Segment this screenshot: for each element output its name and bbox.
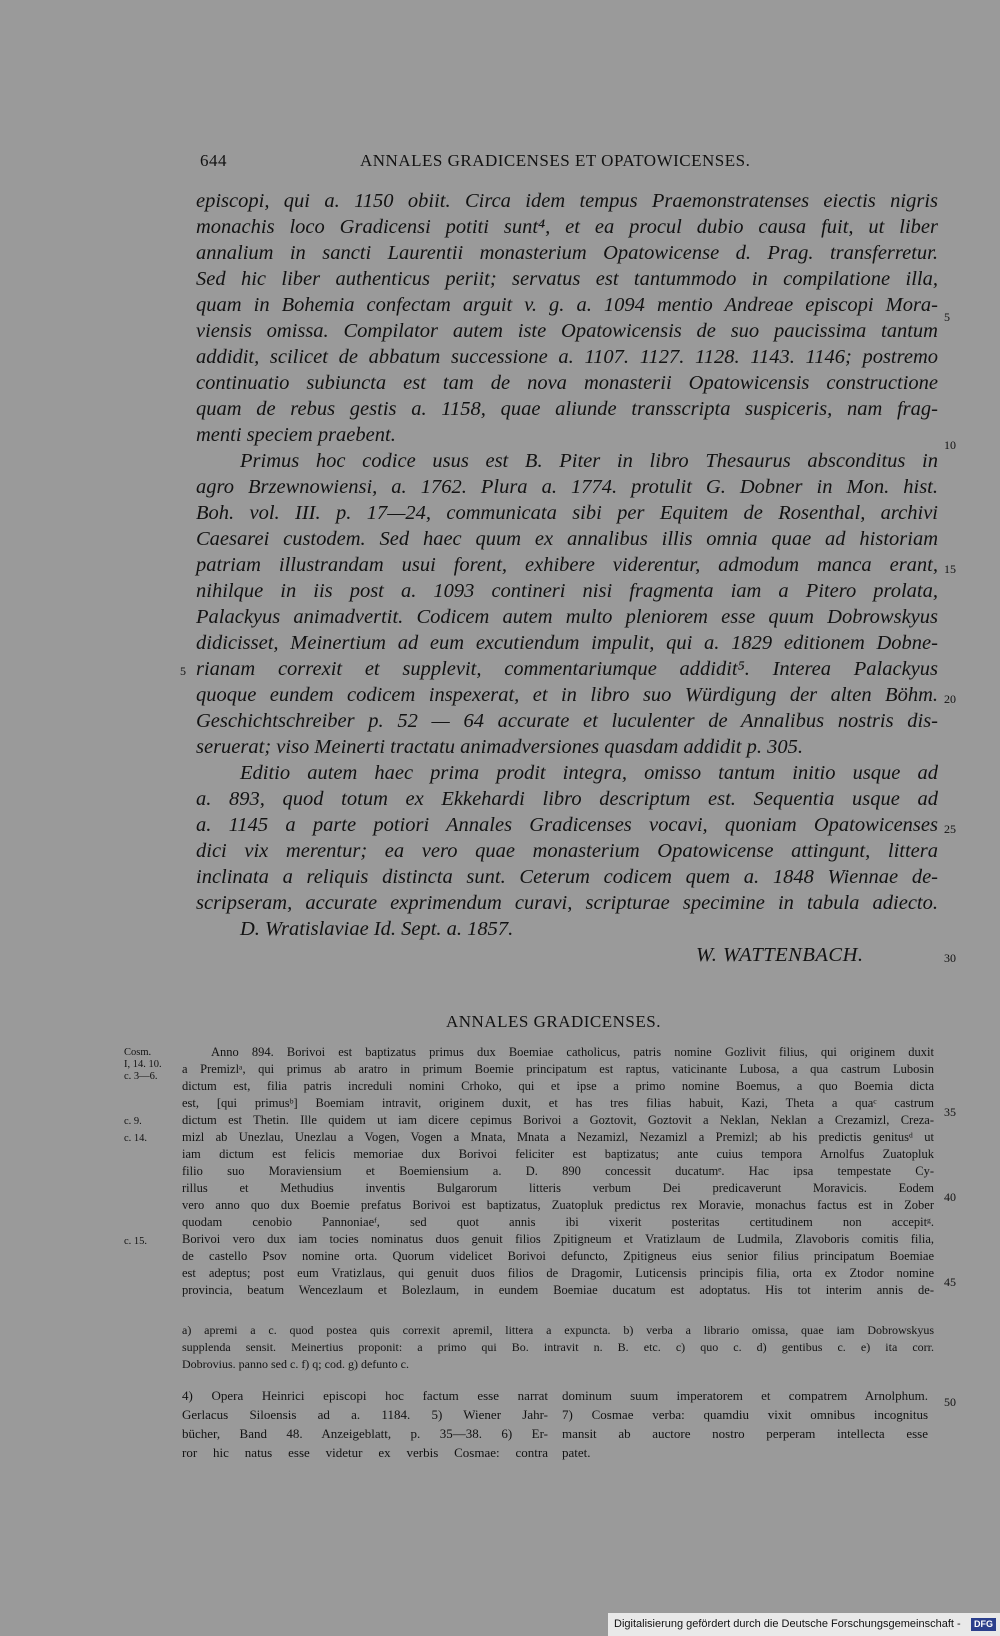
intro-line: nihilque in iis post a. 1093 contineri nisi fragmenta iam a Pitero prolata,	[196, 580, 938, 602]
footnote-line: patet.	[562, 1445, 591, 1460]
intro-line: patriam illustrandam usui forent, exhibere viderentur, admodum manca erant,	[196, 554, 938, 576]
intro-line: Palackyus animadvertit. Codicem autem multo pleniorem esse quum Dobrowskyus	[196, 606, 938, 628]
running-title: ANNALES GRADICENSES ET OPATOWICENSES.	[360, 151, 751, 170]
credit-text: Digitalisierung gefördert durch die Deutsche Forschungsgemeinschaft -	[614, 1618, 961, 1630]
intro-line: scripseram, accurate exprimendum curavi, scripturae specimine in tabula adiecto.	[196, 892, 938, 914]
intro-line: didicisset, Meinertium ad eum excutiendum impulit, qui a. 1829 editionem Dobne-	[196, 632, 938, 654]
intro-line: seruerat; viso Meinerti tractatu animadversiones quasdam addidit p. 305.	[196, 736, 803, 758]
line-number: 15	[944, 562, 956, 576]
line-number: 20	[944, 692, 956, 706]
variant-line: a) apremi a c. quod postea quis correxit apremil, littera a expuncta. b) verba a librario omissa, quae iam Dobrowskyus	[182, 1323, 934, 1337]
intro-line: monachis loco Gradicensi potiti sunt⁴, et ea procul dubio causa fuit, ut liber	[196, 216, 938, 238]
intro-line: viensis omissa. Compilator autem iste Opatowicensis de suo paucissima tantum	[196, 320, 938, 342]
margin-note: I, 14. 10.	[124, 1059, 162, 1070]
annales-line: filio suo Moraviensium et Boemiensium a. D. 890 concessit ducatumᵉ. Hac ipsa tempestate Cy-	[182, 1164, 934, 1178]
intro-line: episcopi, qui a. 1150 obiit. Circa idem tempus Praemonstratenses eiectis nigris	[196, 190, 938, 212]
intro-line: Boh. vol. III. p. 17—24, communicata sibi per Equitem de Rosenthal, archivi	[196, 502, 938, 524]
intro-line: quam de rebus gestis a. 1158, quae aliunde transscripta suspiceris, nam frag-	[196, 398, 938, 420]
intro-line: dici vix merentur; ea vero quae monasterium Opatowicense attingunt, littera	[196, 840, 938, 862]
intro-line: a. 1145 a parte potiori Annales Gradicenses vocavi, quoniam Opatowicenses	[196, 814, 938, 836]
margin-note: c. 14.	[124, 1133, 148, 1144]
author-signature: W. WATTENBACH.	[696, 944, 864, 966]
intro-line: menti speciem praebent.	[196, 424, 396, 446]
variant-line: supplenda sensit. Meinertius proponit: a primo qui Bo. intravit n. B. etc. c) quo c. d) gentibus c. e) ita corr.	[182, 1340, 934, 1354]
page-number: 644	[200, 151, 227, 170]
margin-note: c. 15.	[124, 1236, 148, 1247]
intro-line: Caesarei custodem. Sed haec quum ex annalibus illis omnia quae ad historiam	[196, 528, 938, 550]
dfg-logo: DFG	[971, 1618, 996, 1631]
intro-line: Geschichtschreiber p. 52 — 64 accurate et luculenter de Annalibus nostris dis-	[196, 710, 938, 732]
intro-line: D. Wratislaviae Id. Sept. a. 1857.	[240, 918, 514, 940]
line-number: 30	[944, 951, 956, 965]
margin-note: c. 3—6.	[124, 1071, 158, 1082]
annales-line: Borivoi vero dux iam tocies nominatus duos genuit filios Zpitigneum et Vratizlaum de Ludmila, Zlavoboris comitis filia,	[182, 1232, 934, 1246]
intro-line: quam in Bohemia confectam arguit v. g. a. 1094 mentio Andreae episcopi Mora-	[196, 294, 938, 316]
intro-line: a. 893, quod totum ex Ekkehardi libro descriptum est. Sequentia usque ad	[196, 788, 938, 810]
margin-note: Cosm.	[124, 1047, 152, 1058]
variant-line: Dobrovius. panno sed c. f) q; cod. g) defunto c.	[182, 1357, 409, 1371]
footnote-line: 7) Cosmae verba: quamdiu vixit omnibus incognitus	[562, 1407, 928, 1422]
annales-line: dictum est, filia patris increduli nomini Crhoko, qui et ipse a primo nomine Boemus, a quo Boemia dicta	[182, 1079, 934, 1093]
line-number: 45	[944, 1275, 956, 1289]
annales-line: de castello Psov nomine orta. Quorum videlicet Borivoi defuncto, Zpitigneus eius senior filius principatum Boemiae	[182, 1249, 934, 1263]
line-number: 50	[944, 1395, 956, 1409]
intro-line: continuatio subiuncta est tam de nova monasterii Opatowicensis constructione	[196, 372, 938, 394]
annales-line: quodam cenobio Pannoniaeᶠ, sed quot annis ibi vixerit posteritas certitudinem non accepitᵍ.	[182, 1215, 934, 1229]
footnote-line: dominum suum imperatorem et compatrem Arnolphum.	[562, 1388, 928, 1403]
annales-line: Anno 894. Borivoi est baptizatus primus dux Boemiae catholicus, patris nomine Gozlivit filius, qui originem duxit	[211, 1045, 934, 1059]
line-number: 40	[944, 1190, 956, 1204]
line-number: 10	[944, 438, 956, 452]
annales-line: iam dictum est felicis memoriae dux Borivoi feliciter est baptizatus; ante cuius tempora Arnolfus Zuatopluk	[182, 1147, 934, 1161]
line-number: 35	[944, 1105, 956, 1119]
footnote-line: Gerlacus Siloensis ad a. 1184. 5) Wiener Jahr-	[182, 1407, 548, 1422]
intro-line: addidit, scilicet de abbatum successione a. 1107. 1127. 1128. 1143. 1146; postremo	[196, 346, 938, 368]
intro-line: inclinata a reliquis distincta sunt. Ceterum codicem quem a. 1848 Wiennae de-	[196, 866, 938, 888]
annales-line: mizl ab Unezlau, Unezlau a Vogen, Vogen a Mnata, Mnata a Nezamizl, Nezamizl a Premizl; ab his predictis genitusᵈ ut	[182, 1130, 934, 1144]
intro-line: rianam correxit et supplevit, commentariumque addidit⁵. Interea Palackyus	[196, 658, 938, 680]
annales-line: dictum est Thetin. Ille quidem ut iam dicere cepimus Borivoi a Goztovit, Goztovit a Neklan, Neklan a Crezamizl, Creza-	[182, 1113, 934, 1127]
left-line-number: 5	[180, 664, 186, 678]
annales-line: a Premizlᵃ, qui primus ab aratro in primum Boemie principatum est raptus, vaticinante Lubosa, a qua castrum Lubosin	[182, 1062, 934, 1076]
intro-line: Sed hic liber authenticus periit; servatus est tantummodo in compilatione illa,	[196, 268, 938, 290]
running-head	[200, 151, 940, 177]
footnote-line: mansit ab auctore nostro perperam intellecta esse	[562, 1426, 928, 1441]
margin-note: c. 9.	[124, 1116, 142, 1127]
intro-line: quoque eundem codicem inspexerat, et in libro suo Würdigung der alten Böhm.	[196, 684, 938, 706]
digitization-credit	[608, 1613, 1000, 1636]
intro-line: Primus hoc codice usus est B. Piter in libro Thesaurus absconditus in	[240, 450, 938, 472]
annales-line: vero anno quo dux Boemie prefatus Borivoi est baptizatus, Zuatopluk predictus rex Moravie, monachus factus est in Zober	[182, 1198, 934, 1212]
intro-line: agro Brzewnowiensi, a. 1762. Plura a. 1774. protulit G. Dobner in Mon. hist.	[196, 476, 938, 498]
line-number: 25	[944, 822, 956, 836]
intro-line: Editio autem haec prima prodit integra, omisso tantum initio usque ad	[240, 762, 938, 784]
annales-line: est, [qui primusᵇ] Boemiam intravit, originem duxit, et has tres filias habuit, Kazi, Theta a quaᶜ castrum	[182, 1096, 934, 1110]
annales-line: provincia, beatum Wencezlaum et Bolezlaum, in eundem Boemiae ducatum est adoptatus. His tot interim annis de-	[182, 1283, 934, 1297]
section-title: ANNALES GRADICENSES.	[446, 1012, 661, 1031]
intro-line: annalium in sancti Laurentii monasterium Opatowicense d. Prag. transferretur.	[196, 242, 938, 264]
footnote-line: 4) Opera Heinrici episcopi hoc factum esse narrat	[182, 1388, 548, 1403]
annales-line: rillus et Methudius inventis Bulgarorum litteris verbum Dei predicaverunt Moravicis. Eodem	[182, 1181, 934, 1195]
annales-line: est adeptus; post eum Vratizlaus, qui genuit duos filios de Dragomir, Luticensis principis filia, orta ex Ztodor nomine	[182, 1266, 934, 1280]
footnote-line: ror hic natus esse videtur ex verbis Cosmae: contra	[182, 1445, 548, 1460]
footnote-line: bücher, Band 48. Anzeigeblatt, p. 35—38. 6) Er-	[182, 1426, 548, 1441]
line-number: 5	[944, 310, 950, 324]
